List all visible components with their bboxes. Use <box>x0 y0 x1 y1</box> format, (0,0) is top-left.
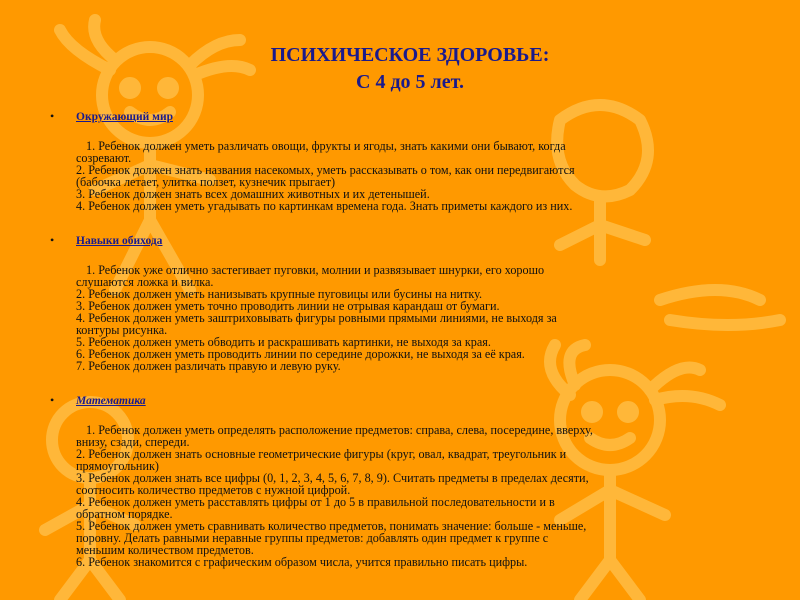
content-list <box>50 110 750 590</box>
bullet-dot-icon: • <box>50 233 55 247</box>
section-heading[interactable]: Окружающий мир <box>76 111 173 123</box>
list-item: слушаются ложка и вилка. <box>76 275 214 289</box>
list-item: контуры рисунка. <box>76 323 168 337</box>
list-item: 7. Ребенок должен различать правую и левую руку. <box>76 359 341 373</box>
list-item: 2. Ребенок должен уметь нанизывать крупные пуговицы или бусины на нитку. <box>76 287 483 301</box>
list-item: 1. Ребенок должен уметь определять расположение предметов: справа, слева, посередине, вверху, <box>86 423 593 437</box>
list-item: обратном порядке. <box>76 507 173 521</box>
list-item: 2. Ребенок должен знать названия насекомых, уметь рассказывать о том, как они передвигаются <box>76 163 575 177</box>
list-item: (бабочка летает, улитка ползет, кузнечик прыгает) <box>76 175 336 189</box>
section-body <box>76 424 750 568</box>
section-body <box>76 140 750 212</box>
list-item: 5. Ребенок должен уметь сравнивать количество предметов, понимать значение: больше - меньше, <box>76 519 587 533</box>
section-heading[interactable]: Математика <box>76 395 146 407</box>
list-item: 4. Ребенок должен уметь угадывать по картинкам времена года. Знать приметы каждого из них. <box>76 199 573 213</box>
bullet-dot-icon: • <box>50 109 55 123</box>
list-item: 6. Ребенок должен уметь проводить линии по середине дорожки, не выходя за её края. <box>76 347 525 361</box>
list-item: соотносить количество предметов с нужной цифрой. <box>76 483 351 497</box>
list-item: 5. Ребенок должен уметь обводить и раскрашивать картинки, не выходя за края. <box>76 335 491 349</box>
list-item: 3. Ребенок должен знать все цифры (0, 1, 2, 3, 4, 5, 6, 7, 8, 9). Считать предметы в пределах десяти, <box>76 471 589 485</box>
list-item: 3. Ребенок должен уметь точно проводить линии не отрывая карандаш от бумаги. <box>76 299 500 313</box>
section-body <box>76 264 750 372</box>
bullet-dot-icon: • <box>50 393 55 407</box>
title-line-2: С 4 до 5 лет. <box>356 71 464 93</box>
list-item: 1. Ребенок уже отлично застегивает пуговки, молнии и развязывает шнурки, его хорошо <box>86 263 545 277</box>
list-item: 6. Ребенок знакомится с графическим образом числа, учится правильно писать цифры. <box>76 555 528 569</box>
section-surrounding-world <box>50 110 750 212</box>
section-household-skills <box>50 234 750 372</box>
title-line-1: ПСИХИЧЕСКОЕ ЗДОРОВЬЕ: <box>270 44 550 66</box>
list-item: созревают. <box>76 151 132 165</box>
section-mathematics <box>50 394 750 568</box>
list-item: поровну. Делать равными неравные группы предметов: добавлять один предмет к группе с <box>76 531 549 545</box>
section-heading[interactable]: Навыки обихода <box>76 235 163 247</box>
list-item: меньшим количеством предметов. <box>76 543 254 557</box>
list-item: 4. Ребенок должен уметь заштриховывать фигуры ровными прямыми линиями, не выходя за <box>76 311 557 325</box>
list-item: 1. Ребенок должен уметь различать овощи, фрукты и ягоды, знать какими они бывают, когда <box>86 139 566 153</box>
list-item: 4. Ребенок должен уметь расставлять цифры от 1 до 5 в правильной последовательности и в <box>76 495 555 509</box>
list-item: внизу, сзади, спереди. <box>76 435 190 449</box>
list-item: прямоугольник) <box>76 459 159 473</box>
slide-title <box>170 42 650 96</box>
list-item: 2. Ребенок должен знать основные геометрические фигуры (круг, овал, квадрат, треугольник и <box>76 447 567 461</box>
list-item: 3. Ребенок должен знать всех домашних животных и их детенышей. <box>76 187 430 201</box>
